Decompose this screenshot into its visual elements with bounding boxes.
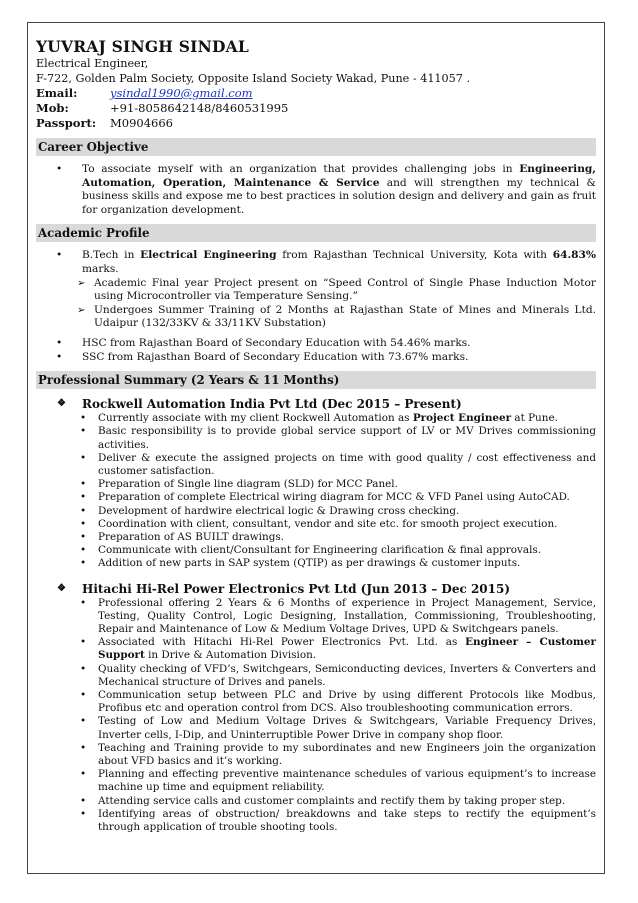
passport-value: M0904666	[110, 116, 173, 130]
list-item: • Attending service calls and customer complaints and rectify them by taking proper step.	[36, 795, 596, 808]
list-item: • Coordination with client, consultant, vendor and site etc. for smooth project execution.	[36, 518, 596, 531]
list-item: • Currently associate with my client Rockwell Automation as Project Engineer at Pune.	[36, 412, 596, 425]
mobile-label: Mob:	[36, 101, 69, 115]
job-title: Electrical Engineer,	[36, 57, 149, 70]
list-item: • Preparation of complete Electrical wiring diagram for MCC & VFD Panel using AutoCAD.	[36, 491, 596, 504]
list-item: • B.Tech in Electrical Engineering from Rajasthan Technical University, Kota with 64.83% marks.	[36, 249, 596, 276]
list-item: • Development of hardwire electrical logic & Drawing cross checking.	[36, 505, 596, 518]
list-item: • SSC from Rajasthan Board of Secondary Education with 73.67% marks.	[36, 351, 596, 365]
list-item: • Deliver & execute the assigned projects on time with good quality / cost effectiveness and customer satisfaction.	[36, 452, 596, 478]
list-item: • Associated with Hitachi Hi-Rel Power Electronics Pvt. Ltd. as Engineer – Customer Support in Drive & Automation Division.	[36, 636, 596, 662]
list-item: • Basic responsibility is to provide global service support of LV or MV Drives commissioning activities.	[36, 425, 596, 451]
list-item: • Preparation of Single line diagram (SLD) for MCC Panel.	[36, 478, 596, 491]
section-academic-profile: Academic Profile	[36, 224, 596, 242]
list-item: • Addition of new parts in SAP system (QTIP) as per drawings & customer inputs.	[36, 557, 596, 570]
list-item: • Testing of Low and Medium Voltage Drives & Switchgears, Variable Frequency Drives, Inverter cells, I-Dip, and Uninterruptible Power Drive in company shop floor.	[36, 715, 596, 741]
list-item: • HSC from Rajasthan Board of Secondary Education with 54.46% marks.	[36, 337, 596, 351]
email-label: Email:	[36, 86, 78, 100]
list-item: • Professional offering 2 Years & 6 Months of experience in Project Management, Service, Testing, Quality Control, Logic Designing, Installation, Commissioning, Troubleshooting, Repair and Maintenance of Low & Medium Voltage Drives, UPD & Switchgears panels.	[36, 597, 596, 637]
address: F-722, Golden Palm Society, Opposite Island Society Wakad, Pune - 411057 .	[36, 71, 471, 85]
mobile-row	[36, 101, 596, 116]
list-item: • Identifying areas of obstruction/ breakdowns and take steps to rectify the equipment’s through application of trouble shooting tools.	[36, 808, 596, 834]
candidate-name: YUVRAJ SINGH SINDAL	[36, 37, 249, 56]
list-item: • Teaching and Training provide to my subordinates and new Engineers join the organization about VFD basics and it’s working.	[36, 742, 596, 768]
passport-label: Passport:	[36, 116, 97, 130]
resume-page	[27, 22, 605, 874]
section-career-objective: Career Objective	[36, 138, 596, 156]
email-row	[36, 86, 596, 101]
list-item: ➢ Undergoes Summer Training of 2 Months at Rajasthan State of Mines and Minerals Ltd. Udaipur (132/33KV & 33/11KV Substation)	[36, 304, 596, 331]
company-heading-rockwell: ❖ Rockwell Automation India Pvt Ltd (Dec 2015 – Present)	[36, 396, 596, 412]
company-heading-hitachi: ❖ Hitachi Hi-Rel Power Electronics Pvt Ltd (Jun 2013 – Dec 2015)	[36, 581, 596, 597]
list-item: • Quality checking of VFD’s, Switchgears, Semiconducting devices, Inverters & Converters and Mechanical structure of Drives and panels.	[36, 663, 596, 689]
list-item: • Communication setup between PLC and Drive by using different Protocols like Modbus, Profibus etc and operation control from DCS. Also troubleshooting communication errors.	[36, 689, 596, 715]
career-objective-text: • To associate myself with an organization that provides challenging jobs in Engineering, Automation, Operation, Maintenance & Service and will strengthen my technical & business skills and expose me to best practices in solution design and delivery and gain as fruit for organization development.	[36, 163, 596, 217]
list-item: • Communicate with client/Consultant for Engineering clarification & final approvals.	[36, 544, 596, 557]
mobile-value: +91-8058642148/8460531995	[110, 101, 289, 115]
section-professional-summary: Professional Summary (2 Years & 11 Months)	[36, 371, 596, 389]
passport-row	[36, 116, 596, 131]
list-item: ➢ Academic Final year Project present on “Speed Control of Single Phase Induction Motor using Microcontroller via Temperature Sensing.”	[36, 277, 596, 304]
list-item: • Planning and effecting preventive maintenance schedules of various equipment’s to increase machine up time and equipment reliability.	[36, 768, 596, 794]
list-item: • Preparation of AS BUILT drawings.	[36, 531, 596, 544]
email-link[interactable]: ysindal1990@gmail.com	[110, 86, 253, 100]
